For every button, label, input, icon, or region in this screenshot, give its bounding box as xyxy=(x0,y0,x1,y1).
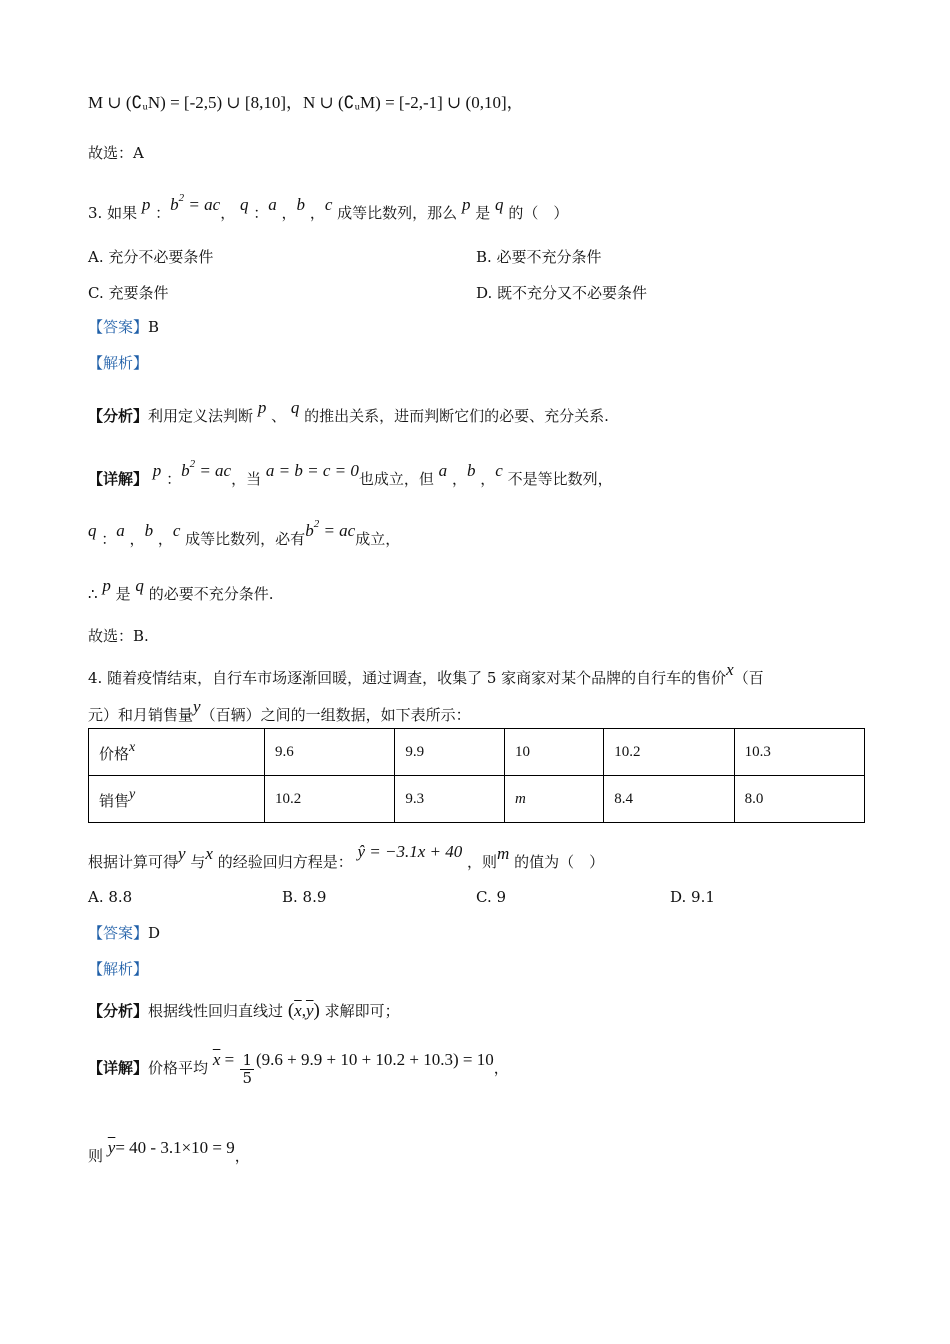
table-cell: m xyxy=(504,776,603,823)
q3-option-c: C. 充要条件 xyxy=(88,284,169,302)
table-cell: 9.6 xyxy=(265,729,395,776)
q3-stem: 3. 如果 p ：$b^2$ = ac， q ：a ，b ，c 成等比数列，那么 p 是 q 的（ ） xyxy=(88,192,569,222)
top-formula xyxy=(88,88,524,113)
table-row xyxy=(89,729,865,776)
q3-analysis-tag: 【解析】 xyxy=(88,354,149,372)
q3-fenxi: 【分析】利用定义法判断 p 、 q 的推出关系，进而判断它们的必要、充分关系. xyxy=(88,398,609,425)
q3-option-a: A. 充分不必要条件 xyxy=(88,248,214,266)
q3-answer: 【答案】B xyxy=(88,318,160,336)
q4-then: 则 $\overline{y}= 40 - 3.1\times 10 = 9$， xyxy=(88,1138,250,1165)
q4-fenxi: 【分析】根据线性回归直线过 $(\overline{x},\overline{y})$ 求解即可； xyxy=(88,1000,400,1021)
q4-option-b: B. 8.9 xyxy=(282,888,327,906)
table-cell: 10.3 xyxy=(734,729,864,776)
q3-option-b: B. 必要不充分条件 xyxy=(476,248,602,266)
table-cell: 销售y xyxy=(89,776,265,823)
top-answer: 故选：A xyxy=(88,144,144,162)
q4-option-a: A. 8.8 xyxy=(88,888,133,906)
table-row xyxy=(89,776,865,823)
q4-stem-line1: 4. 随着疫情结束，自行车市场逐渐回暖，通过调查，收集了 5 家商家对某个品牌的自行车的售价x（百 xyxy=(88,660,764,687)
table-cell: 9.9 xyxy=(395,729,505,776)
q3-final: 故选：B. xyxy=(88,627,149,645)
q3-conclusion: ∴ p 是 q 的必要不充分条件. xyxy=(88,576,274,603)
q4-detail: 【详解】价格平均 $\overline{x}$ = $\frac{1}{5}$ (9.6 + 9.9 + 10 + 10.2 + 10.3) = 10， xyxy=(88,1050,509,1087)
table-cell: 8.4 xyxy=(604,776,734,823)
q4-after-table: 根据计算可得y 与x 的经验回归方程是： ŷ = −3.1x + 40 ，则m 的值为（ ） xyxy=(88,842,605,871)
q4-data-table xyxy=(88,728,865,823)
union-formula: M ∪ (∁ᵤN) = [-2,5) ∪ [8,10]，N ∪ (∁ᵤM) = [-2,-1] ∪ (0,10]， xyxy=(88,93,524,112)
table-cell: 价格x xyxy=(89,729,265,776)
table-cell: 9.3 xyxy=(395,776,505,823)
q3-detail-2: q ：a ，b ，c 成等比数列，必有$b^2$ = ac成立， xyxy=(88,518,401,548)
q3-detail-1: 【详解】 p ：$b^2$ = ac，当 a = b = c = 0也成立，但 a ，b ，c 不是等比数列， xyxy=(88,458,613,488)
q4-answer: 【答案】D xyxy=(88,924,161,942)
q4-stem-line2: 元）和月销售量y（百辆）之间的一组数据，如下表所示： xyxy=(88,697,471,724)
table-cell: 10.2 xyxy=(604,729,734,776)
q4-option-d: D. 9.1 xyxy=(670,888,715,906)
table-cell: 10 xyxy=(504,729,603,776)
table-cell: 8.0 xyxy=(734,776,864,823)
q3-option-d: D. 既不充分又不必要条件 xyxy=(476,284,648,302)
q4-analysis-tag: 【解析】 xyxy=(88,960,149,978)
q4-option-c: C. 9 xyxy=(476,888,507,906)
table-cell: 10.2 xyxy=(265,776,395,823)
